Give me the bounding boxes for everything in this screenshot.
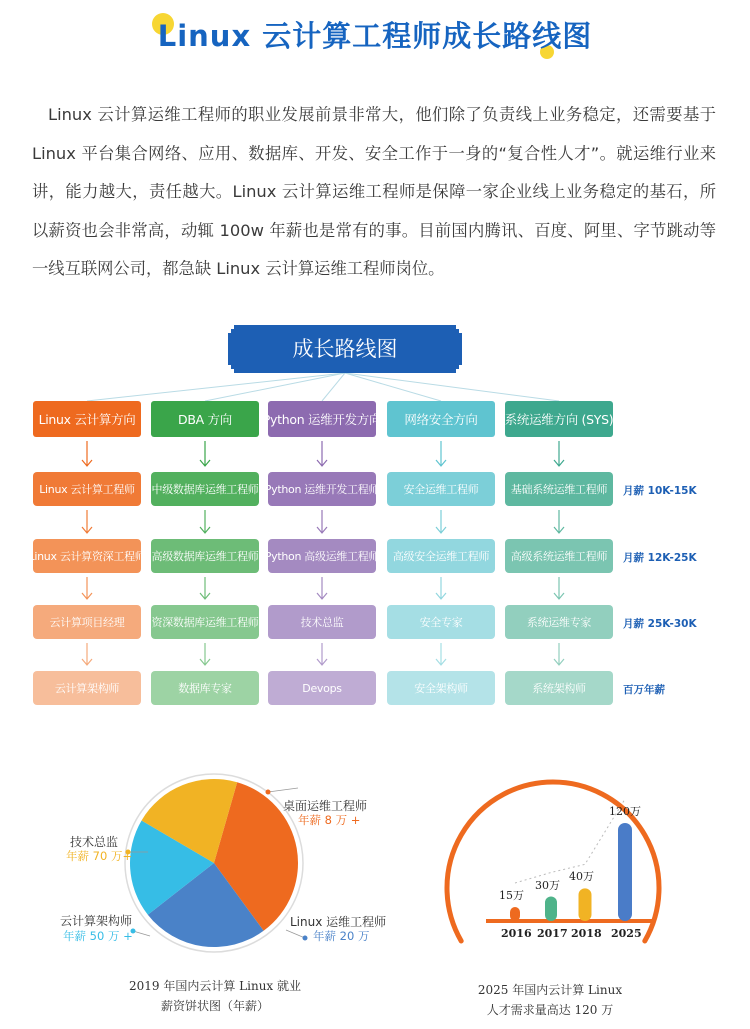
pie-salary-desktop-ops: 年薪 8 万 +: [298, 813, 361, 827]
pie-label-cloud-architect: 云计算架构师: [60, 914, 133, 928]
roadmap-level-box: 系统运维专家: [505, 605, 613, 639]
roadmap-level-box: 云计算项目经理: [33, 605, 141, 639]
roadmap-level-box: 云计算架构师: [33, 671, 141, 705]
bar-year-label: 2016: [501, 927, 532, 940]
roadmap-level-box: 系统架构师: [505, 671, 613, 705]
roadmap-level-box: 中级数据库运维工程师: [151, 472, 259, 506]
roadmap-level-box: 高级系统运维工程师: [505, 539, 613, 573]
bar-value-label: 120万: [609, 805, 641, 818]
bar-value-label: 40万: [569, 870, 594, 884]
pie-salary-cloud-architect: 年薪 50 万 +: [63, 929, 133, 943]
pie-label-desktop-ops: 桌面运维工程师: [283, 799, 368, 813]
roadmap-column-header: DBA 方向: [151, 401, 259, 437]
bar-year-label: 2018: [571, 927, 602, 940]
roadmap-level-box: 资深数据库运维工程师: [151, 605, 259, 639]
salary-range-label: 月薪 10K-15K: [623, 485, 697, 497]
bar: [579, 888, 592, 921]
roadmap-column-header: 系统运维方向 (SYS): [505, 401, 613, 437]
roadmap-level-box: 基础系统运维工程师: [505, 472, 613, 506]
roadmap-level-box: Python 高级运维工程师: [268, 539, 376, 573]
pie-label-tech-director: 技术总监: [70, 835, 119, 849]
salary-range-label: 月薪 12K-25K: [623, 552, 697, 564]
roadmap-level-box: Devops: [268, 671, 376, 705]
salary-range-label: 月薪 25K-30K: [623, 618, 697, 630]
intro-paragraph: Linux 云计算运维工程师的职业发展前景非常大，他们除了负责线上业务稳定，还需要基于 Linux 平台集合网络、应用、数据库、开发、安全工作于一身的“复合性人才”。就运维行业来讲，能力越大，责任越大。Linux 云计算运维工程师是保障一家企业线上业务稳定的基石，所以薪资也会非常高，动辄 100w 年薪也是常有的事。目前国内腾讯、百度、阿里、字节跳动等一线互联网公司，都急缺 Linux 云计算运维工程师岗位。: [32, 105, 716, 278]
bar-year-label: 2017: [537, 927, 568, 940]
bar-caption-line2: 人才需求量高达 120 万: [486, 1003, 614, 1017]
pie-label-linux-ops: Linux 运维工程师: [290, 915, 387, 929]
roadmap-level-box: 数据库专家: [151, 671, 259, 705]
roadmap-level-box: Python 运维开发工程师: [268, 472, 376, 506]
pie-caption-line1: 2019 年国内云计算 Linux 就业: [128, 979, 301, 993]
bar: [545, 897, 557, 922]
roadmap-level-box: 技术总监: [268, 605, 376, 639]
bar-value-label: 15万: [499, 889, 524, 902]
roadmap-level-box: Linux 云计算工程师: [33, 472, 141, 506]
pie-salary-linux-ops: 年薪 20 万: [313, 929, 370, 943]
roadmap-banner-title: 成长路线图: [292, 337, 398, 361]
roadmap-level-box: 安全专家: [387, 605, 495, 639]
roadmap-level-box: Linux 云计算资深工程师: [33, 539, 141, 573]
roadmap-column-header: Python 运维开发方向: [268, 401, 376, 437]
roadmap-column-header: Linux 云计算方向: [33, 401, 141, 437]
roadmap-level-box: 安全架构师: [387, 671, 495, 705]
roadmap-level-box: 高级数据库运维工程师: [151, 539, 259, 573]
salary-range-label: 百万年薪: [623, 684, 665, 696]
roadmap-column-header: 网络安全方向: [387, 401, 495, 437]
bar: [510, 907, 520, 921]
pie-salary-tech-director: 年薪 70 万+: [66, 849, 133, 863]
roadmap-level-box: 安全运维工程师: [387, 472, 495, 506]
bar-value-label: 30万: [535, 878, 560, 892]
bar-caption: [440, 980, 660, 1020]
roadmap-level-box: 高级安全运维工程师: [387, 539, 495, 573]
bar-year-label: 2025: [611, 927, 642, 940]
bar-caption-line1: 2025 年国内云计算 Linux: [477, 983, 623, 997]
pie-caption-line2: 薪资饼状图（年薪）: [160, 999, 269, 1013]
bar: [618, 823, 632, 921]
page-title: Linux 云计算工程师成长路线图: [157, 19, 593, 53]
